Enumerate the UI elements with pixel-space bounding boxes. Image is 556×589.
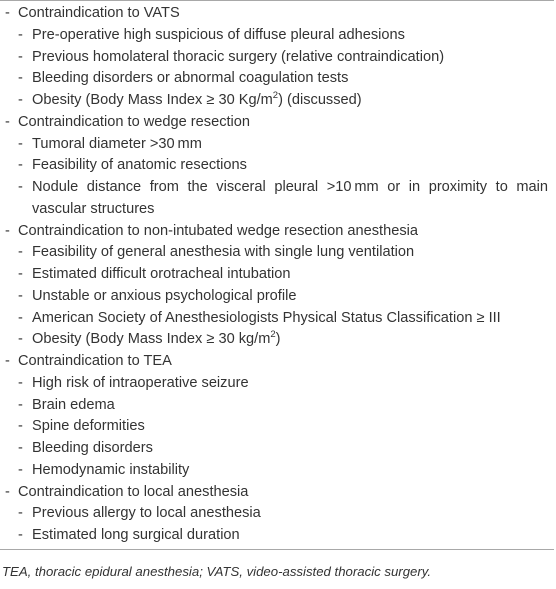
item-text: Nodule distance from the visceral pleural >10 mm or in proximity to main vascular structures	[32, 179, 548, 217]
superscript: 2	[270, 329, 276, 341]
item-text: Feasibility of anatomic resections	[32, 157, 247, 174]
bullet-dash: -	[18, 374, 23, 391]
table-body	[0, 1, 556, 549]
list-item	[0, 286, 556, 308]
bullet-dash: -	[5, 353, 10, 369]
item-text: Unstable or anxious psychological profile	[32, 287, 297, 304]
bullet-dash: -	[18, 396, 23, 413]
list-item	[0, 25, 556, 47]
section-heading-text: Contraindication to non-intubated wedge resection anesthesia	[18, 222, 418, 239]
item-text-suffix: )	[275, 331, 281, 348]
section-heading	[0, 112, 556, 134]
section-heading	[0, 3, 556, 25]
item-text: Obesity (Body Mass Index ≥ 30 kg/m	[32, 331, 271, 348]
list-item	[0, 460, 556, 482]
bullet-dash: -	[5, 113, 10, 130]
section-heading-text: Contraindication to TEA	[18, 353, 172, 369]
bullet-dash: -	[18, 179, 23, 195]
list-item	[0, 438, 556, 460]
bullet-dash: -	[18, 266, 23, 282]
superscript: 2	[272, 90, 279, 101]
bullet-dash: -	[18, 70, 23, 87]
list-item	[0, 242, 556, 264]
bullet-dash: -	[18, 287, 23, 304]
section-heading-text: Contraindication to wedge resection	[18, 113, 251, 130]
list-item	[0, 416, 556, 438]
bullet-dash: -	[18, 505, 23, 522]
table-footnote: TEA, thoracic epidural anesthesia; VATS, video-assisted thoracic surgery.	[2, 563, 432, 579]
item-text: Estimated difficult orotracheal intubation	[32, 266, 291, 282]
bullet-dash: -	[18, 440, 23, 456]
item-text: Tumoral diameter >30 mm	[32, 135, 202, 152]
list-item	[0, 134, 556, 156]
section-heading	[0, 482, 556, 504]
section-heading	[0, 221, 556, 243]
item-text: Obesity (Body Mass Index ≥ 30 Kg/m	[32, 92, 273, 108]
bullet-dash: -	[5, 222, 10, 239]
list-item	[0, 373, 556, 395]
list-item	[0, 525, 556, 547]
bullet-dash: -	[18, 135, 23, 152]
list-item	[0, 503, 556, 525]
bullet-dash: -	[18, 461, 23, 478]
item-text: Previous allergy to local anesthesia	[32, 505, 261, 522]
bullet-dash: -	[18, 48, 23, 65]
list-item	[0, 177, 556, 221]
bullet-dash: -	[18, 331, 23, 348]
bullet-dash: -	[18, 418, 23, 435]
item-text: High risk of intraoperative seizure	[32, 374, 249, 391]
list-item	[0, 308, 556, 330]
section-heading-text: Contraindication to VATS	[18, 5, 180, 21]
list-item	[0, 264, 556, 286]
bullet-dash: -	[18, 527, 23, 543]
item-text: Hemodynamic instability	[32, 461, 190, 478]
item-text: American Society of Anesthesiologists Physical Status Classification ≥ III	[32, 309, 501, 326]
item-text: Feasibility of general anesthesia with single lung ventilation	[32, 244, 415, 261]
list-item	[0, 90, 556, 112]
bullet-dash: -	[18, 157, 23, 174]
list-item	[0, 329, 556, 351]
list-item	[0, 68, 556, 90]
list-item	[0, 395, 556, 417]
list-item	[0, 155, 556, 177]
item-text: Previous homolateral thoracic surgery (relative contraindication)	[32, 48, 445, 65]
item-text-suffix: ) (discussed)	[278, 92, 362, 108]
item-text: Pre-operative high suspicious of diffuse pleural adhesions	[32, 26, 405, 43]
section-heading-text: Contraindication to local anesthesia	[18, 483, 249, 500]
bullet-dash: -	[18, 309, 23, 326]
bullet-dash: -	[18, 244, 23, 261]
bullet-dash: -	[5, 5, 10, 21]
item-text: Bleeding disorders or abnormal coagulation tests	[32, 70, 349, 87]
list-item	[0, 47, 556, 69]
bullet-dash: -	[18, 92, 23, 108]
item-text: Brain edema	[32, 396, 115, 413]
table-bottom-rule	[0, 549, 554, 550]
section-heading	[0, 351, 556, 373]
item-text: Spine deformities	[32, 418, 145, 435]
item-text: Estimated long surgical duration	[32, 527, 240, 543]
bullet-dash: -	[18, 26, 23, 43]
item-text: Bleeding disorders	[32, 440, 153, 456]
bullet-dash: -	[5, 483, 10, 500]
